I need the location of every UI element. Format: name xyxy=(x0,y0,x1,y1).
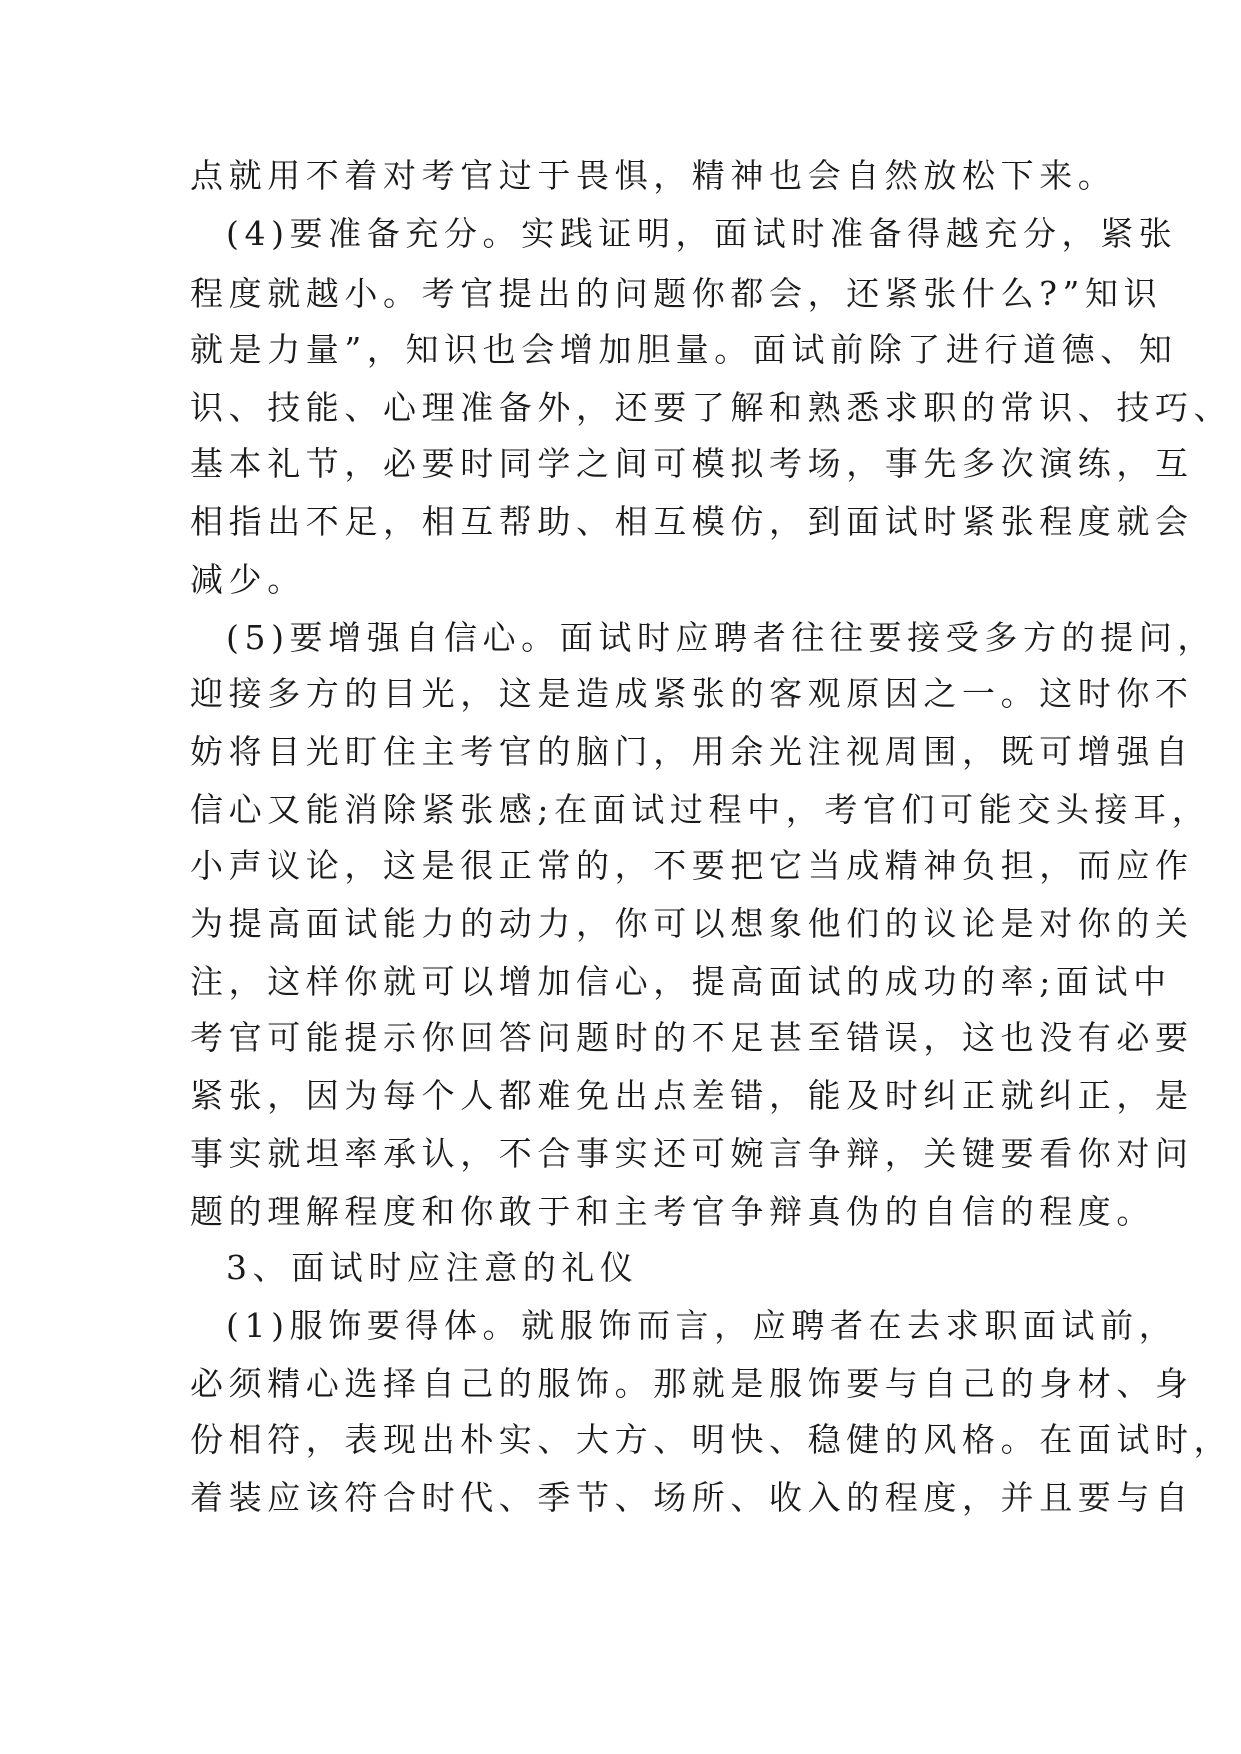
text-line: 识、技能、心理准备外，还要了解和熟悉求职的常识、技巧、 xyxy=(190,388,1233,427)
section-heading: 3、面试时应注意的礼仪 xyxy=(226,1248,639,1287)
text-line: 相指出不足，相互帮助、相互模仿，到面试时紧张程度就会 xyxy=(190,502,1194,541)
text-line: 妨将目光盯住主考官的脑门，用余光注视周围，既可增强自 xyxy=(190,732,1194,771)
text-line: 考官可能提示你回答问题时的不足甚至错误，这也没有必要 xyxy=(190,1018,1194,1057)
text-line: 信心又能消除紧张感;在面试过程中，考官们可能交头接耳， xyxy=(190,790,1211,829)
text-line: 着装应该符合时代、季节、场所、收入的程度，并且要与自 xyxy=(190,1478,1194,1517)
text-line: 注，这样你就可以增加信心，提高面试的成功的率;面试中 xyxy=(190,962,1172,1001)
text-line: 为提高面试能力的动力，你可以想象他们的议论是对你的关 xyxy=(190,904,1194,943)
text-line: (5)要增强自信心。面试时应聘者往往要接受多方的提问， xyxy=(226,618,1216,657)
text-line: 基本礼节，必要时同学之间可模拟考场，事先多次演练，互 xyxy=(190,444,1194,483)
text-line: 就是力量”，知识也会增加胆量。面试前除了进行道德、知 xyxy=(190,330,1178,369)
text-line: 事实就坦率承认，不合事实还可婉言争辩，关键要看你对问 xyxy=(190,1134,1194,1173)
text-line: 小声议论，这是很正常的，不要把它当成精神负担，而应作 xyxy=(190,846,1194,885)
text-line: 紧张，因为每个人都难免出点差错，能及时纠正就纠正，是 xyxy=(190,1076,1194,1115)
text-line: 题的理解程度和你敢于和主考官争辩真伪的自信的程度。 xyxy=(190,1192,1155,1231)
text-line: 点就用不着对考官过于畏惧，精神也会自然放松下来。 xyxy=(190,156,1117,195)
text-line: 程度就越小。考官提出的问题你都会，还紧张什么?”知识 xyxy=(190,274,1163,313)
text-line: 迎接多方的目光，这是造成紧张的客观原因之一。这时你不 xyxy=(190,674,1194,713)
text-line: (1)服饰要得体。就服饰而言，应聘者在去求职面试前， xyxy=(226,1306,1178,1345)
text-line: 减少。 xyxy=(190,560,306,599)
text-line: 必须精心选择自己的服饰。那就是服饰要与自己的身材、身 xyxy=(190,1364,1194,1403)
text-line: (4)要准备充分。实践证明，面试时准备得越充分，紧张 xyxy=(226,214,1178,253)
text-line: 份相符，表现出朴实、大方、明快、稳健的风格。在面试时， xyxy=(190,1420,1233,1459)
